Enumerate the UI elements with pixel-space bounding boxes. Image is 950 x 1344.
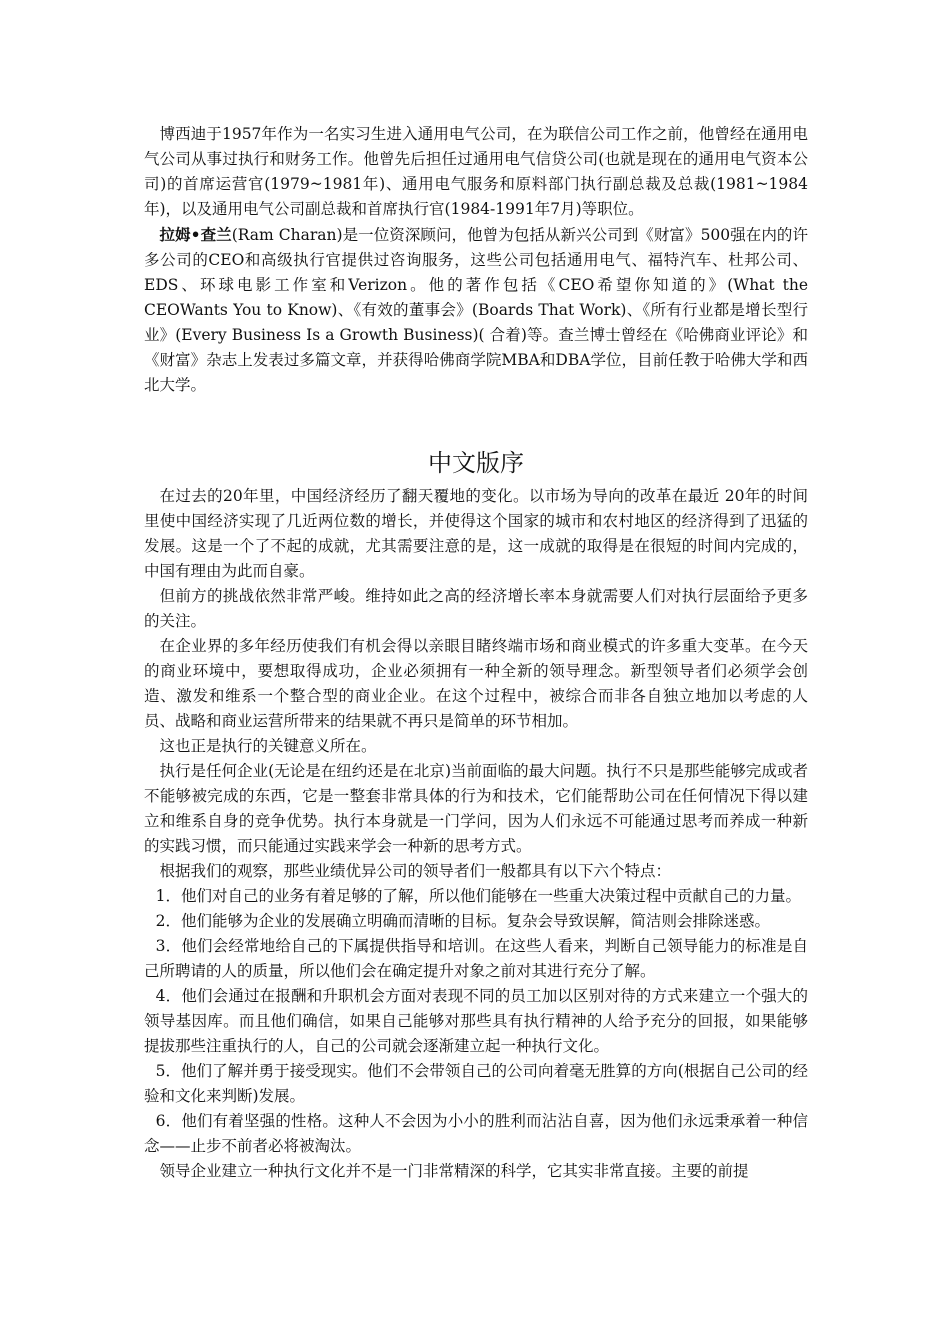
bio-paragraph-charan-text: (Ram Charan)是一位资深顾问，他曾为包括从新兴公司到《财富》500强在内的许多公司的CEO和高级执行官提供过咨询服务，这些公司包括通用电气、福特汽车、杜邦公司、EDS、环球电影工作室和Verizon。他的著作包括《CEO希望你知道的》(What the CEOWants You to Know)、《有效的董事会》(Boards That Work)、《所有行业都是增长型行业》(Every Business Is a Growth Business)( 合着)等。查兰博士曾经在《哈佛商业评论》和《财富》杂志上发表过多篇文章，并获得哈佛商学院MBA和DBA学位，目前任教于哈佛大学和西北大学。 [144, 226, 808, 394]
list-item: 2．他们能够为企业的发展确立明确而清晰的目标。复杂会导致误解，简洁则会排除迷惑。 [155, 912, 770, 930]
list-item: 6．他们有着坚强的性格。这种人不会因为小小的胜利而沾沾自喜，因为他们永远秉承着一种信念——止步不前者必将被淘汰。 [144, 1112, 808, 1155]
preface-paragraph-2: 但前方的挑战依然非常严峻。维持如此之高的经济增长率本身就需要人们对执行层面给予更多的关注。 [144, 587, 808, 630]
section-title: 中文版序 [428, 449, 524, 477]
list-item: 3．他们会经常地给自己的下属提供指导和培训。在这些人看来，判断自己领导能力的标准是自己所聘请的人的质量，所以他们会在确定提升对象之前对其进行充分了解。 [144, 937, 808, 980]
author-name-bold: 拉姆•查兰 [159, 225, 232, 244]
preface-paragraph-5: 执行是任何企业(无论是在纽约还是在北京)当前面临的最大问题。执行不只是那些能够完成或者不能够被完成的东西，它是一整套非常具体的行为和技术，它们能帮助公司在任何情况下得以建立和维系自身的竞争优势。执行本身就是一门学问，因为人们永远不可能通过思考而养成一种新的实践习惯，而只能通过实践来学会一种新的思考方式。 [144, 762, 808, 855]
preface-paragraph-4: 这也正是执行的关键意义所在。 [159, 737, 377, 755]
preface-paragraph-1: 在过去的20年里，中国经济经历了翻天覆地的变化。以市场为导向的改革在最近 20年的时间里使中国经济实现了几近两位数的增长，并使得这个国家的城市和农村地区的经济得到了迅猛的发展。这是一个了不起的成就，尤其需要注意的是，这一成就的取得是在很短的时间内完成的，中国有理由为此而自豪。 [144, 487, 808, 580]
preface-paragraph-3: 在企业界的多年经历使我们有机会得以亲眼目睹终端市场和商业模式的许多重大变革。在今天的商业环境中，要想取得成功，企业必须拥有一种全新的领导理念。新型领导者们必须学会创造、激发和维系一个整合型的商业企业。在这个过程中，被综合而非各自独立地加以考虑的人员、战略和商业运营所带来的结果就不再只是简单的环节相加。 [144, 637, 808, 730]
list-item: 1．他们对自己的业务有着足够的了解，所以他们能够在一些重大决策过程中贡献自己的力量。 [155, 887, 801, 905]
list-item: 5．他们了解并勇于接受现实。他们不会带领自己的公司向着毫无胜算的方向(根据自己公司的经验和文化来判断)发展。 [144, 1062, 808, 1105]
document-page [144, 122, 808, 1184]
list-item: 4．他们会通过在报酬和升职机会方面对表现不同的员工加以区别对待的方式来建立一个强大的领导基因库。而且他们确信，如果自己能够对那些具有执行精神的人给予充分的回报，如果能够提拔那些注重执行的人，自己的公司就会逐渐建立起一种执行文化。 [144, 987, 808, 1055]
preface-paragraph-7: 领导企业建立一种执行文化并不是一门非常精深的科学，它其实非常直接。主要的前提 [159, 1162, 749, 1180]
preface-paragraph-6: 根据我们的观察，那些业绩优异公司的领导者们一般都具有以下六个特点： [159, 862, 672, 880]
bio-paragraph-charan [144, 222, 808, 398]
bio-paragraph-bossidy: 博西迪于1957年作为一名实习生进入通用电气公司，在为联信公司工作之前，他曾经在通用电气公司从事过执行和财务工作。他曾先后担任过通用电气信贷公司(也就是现在的通用电气资本公司)的首席运营官(1979~1981年)、通用电气服务和原料部门执行副总裁及总裁(1981~1984年)，以及通用电气公司副总裁和首席执行官(1984-1991年7月)等职位。 [144, 125, 808, 218]
